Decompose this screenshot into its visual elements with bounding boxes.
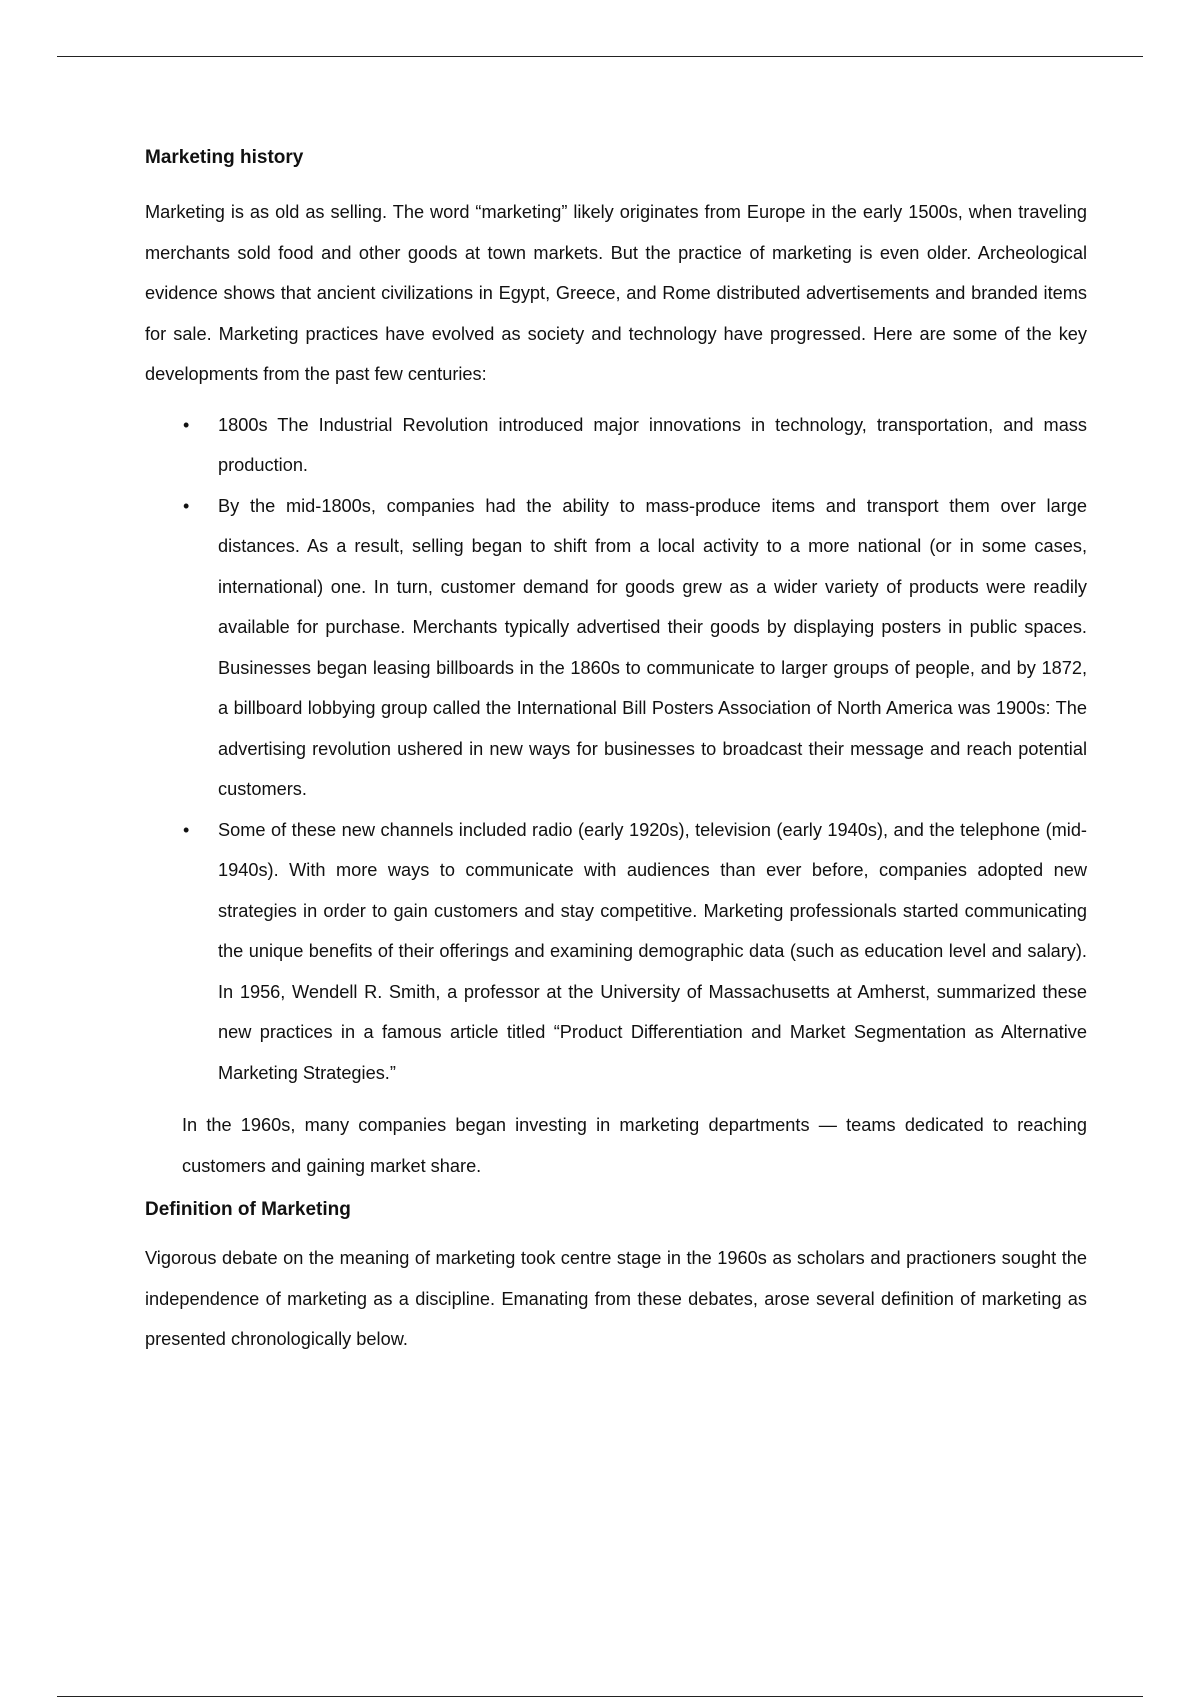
bullet-icon: • — [183, 495, 190, 516]
list-item-text: By the mid-1800s, companies had the ability to mass-produce items and transport them over large distances. As a result, selling began to shift from a local activity to a more national (or in some cases, international) one. In turn, customer demand for goods grew as a wider variety of products were readily available for purchase. Merchants typically advertised their goods by displaying posters in public spaces. Businesses began leasing billboards in the 1860s to communicate to larger groups of people, and by 1872, a billboard lobbying group called the International Bill Posters Association of North America was 1900s: The advertising revolution ushered in new ways for businesses to broadcast their message and reach potential customers. — [218, 495, 1087, 799]
marketing-history-heading: Marketing history — [145, 147, 304, 168]
developments-list — [145, 405, 1087, 1094]
header-rule — [57, 56, 1143, 57]
marketing-history-intro: Marketing is as old as selling. The word “marketing” likely originates from Europe in the early 1500s, when traveling merchants sold food and other goods at town markets. But the practice of marketing is even older. Archeological evidence shows that ancient civilizations in Egypt, Greece, and Rome distributed advertisements and branded items for sale. Marketing practices have evolved as society and technology have progressed. Here are some of the key developments from the past few centuries: — [145, 202, 1087, 384]
list-item-text: 1800s The Industrial Revolution introduced major innovations in technology, transportation, and mass production. — [218, 414, 1087, 475]
bullet-icon: • — [183, 819, 190, 840]
list-item-text: Some of these new channels included radio (early 1920s), television (early 1940s), and the telephone (mid-1940s). With more ways to communicate with audiences than ever before, companies adopted new strategies in order to gain customers and stay competitive. Marketing professionals started communicating the unique benefits of their offerings and examining demographic data (such as education level and salary). In 1956, Wendell R. Smith, a professor at the University of Massachusetts at Amherst, summarized these new practices in a famous article titled “Product Differentiation and Market Segmentation as Alternative Marketing Strategies.” — [218, 819, 1087, 1083]
definition-text: Vigorous debate on the meaning of marketing took centre stage in the 1960s as scholars and practioners sought the independence of marketing as a discipline. Emanating from these debates, arose several definition of marketing as presented chronologically below. — [145, 1248, 1087, 1349]
list-item — [145, 486, 1087, 810]
footer-rule — [57, 1696, 1143, 1697]
list-item — [145, 810, 1087, 1094]
page-content — [145, 144, 1087, 1360]
list-item — [145, 405, 1087, 486]
definition-heading: Definition of Marketing — [145, 1199, 351, 1220]
marketing-history-closing: In the 1960s, many companies began investing in marketing departments — teams dedicated to reaching customers and gaining market share. — [182, 1115, 1087, 1176]
bullet-icon: • — [183, 414, 190, 435]
